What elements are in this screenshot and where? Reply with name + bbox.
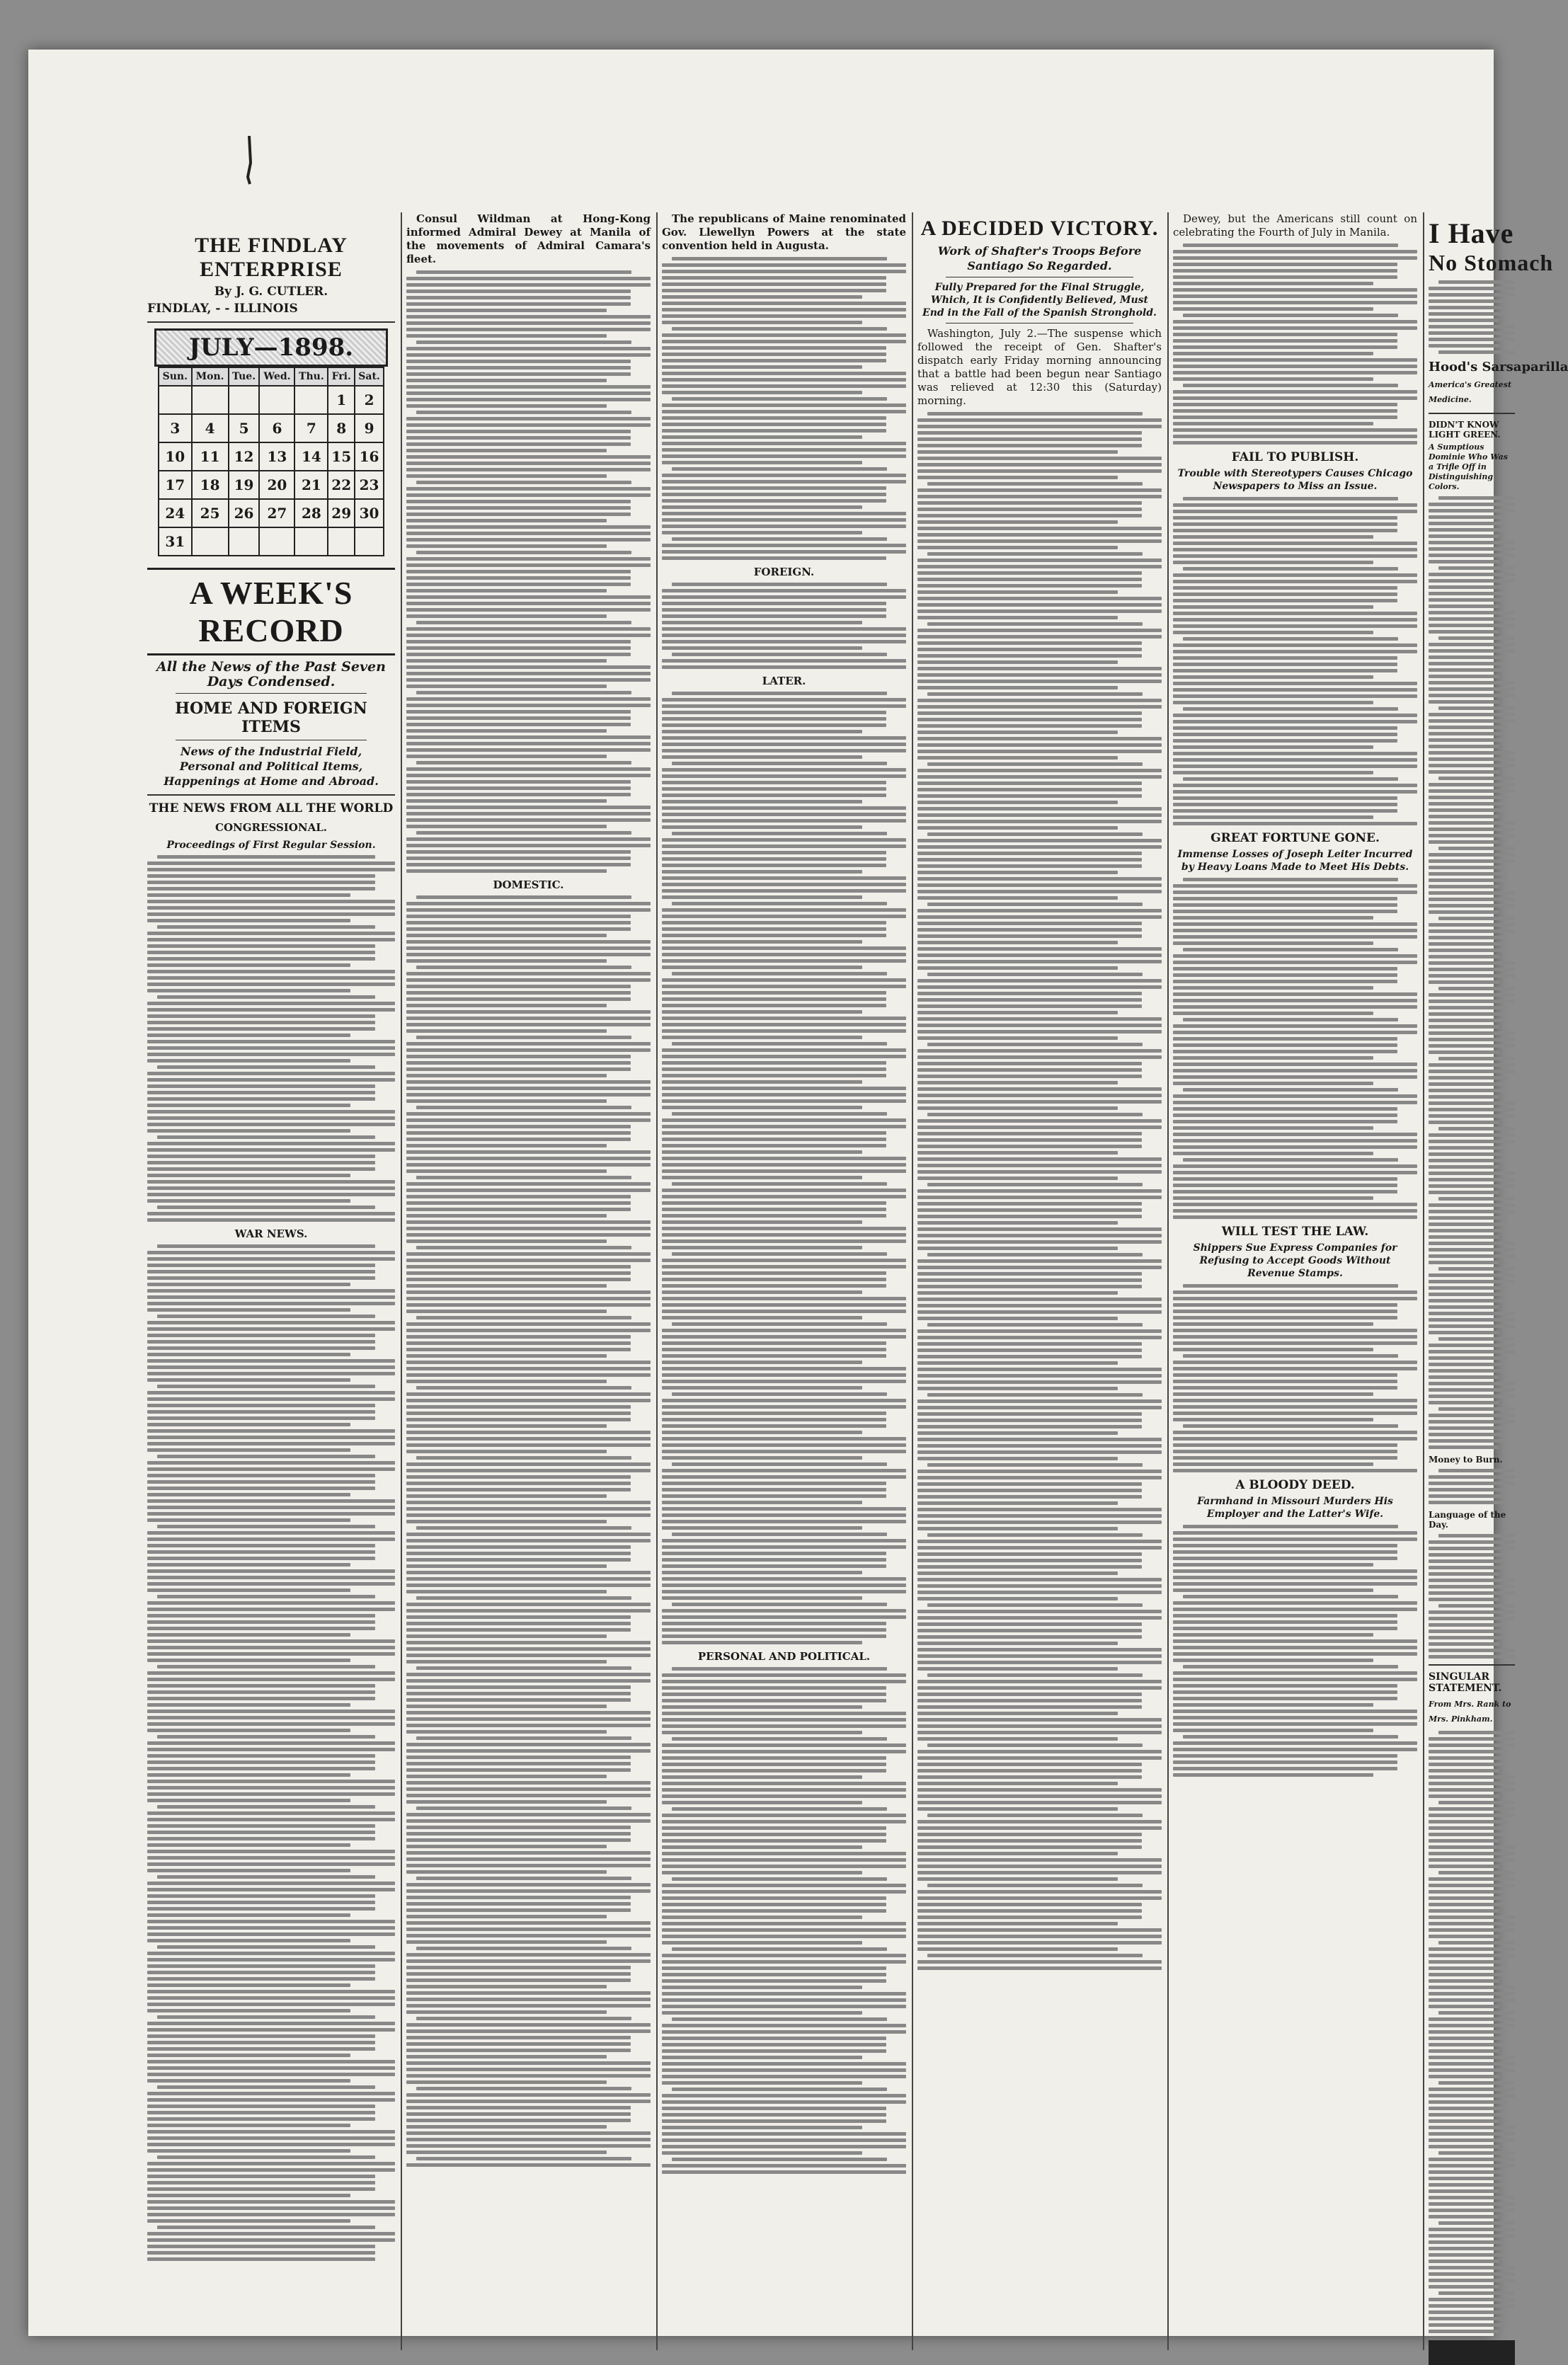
article-text xyxy=(662,1667,906,2174)
column-6 xyxy=(1429,212,1568,2350)
newspaper-page xyxy=(28,50,1568,2336)
calendar-date: 6 xyxy=(259,414,294,442)
subhead-shafter: Work of Shafter's Troops Before Santiago So Regarded. xyxy=(937,244,1142,273)
calendar-date: 16 xyxy=(355,442,384,471)
calendar-date: 1 xyxy=(328,386,355,414)
subsection-domestic: DOMESTIC. xyxy=(493,878,564,891)
calendar-week xyxy=(159,414,384,442)
column-rule xyxy=(912,212,913,2350)
subhead-prepared: Fully Prepared for the Final Struggle, Which, It is Confidently Believed, Must End in the Fall of the Spanish Stronghold. xyxy=(922,282,1157,319)
calendar-date: 7 xyxy=(294,414,328,442)
article-text xyxy=(1173,1525,1417,1777)
calendar-date: 12 xyxy=(229,442,260,471)
calendar-date: 14 xyxy=(294,442,328,471)
article-text xyxy=(1429,1731,1515,2333)
calendar-date xyxy=(192,527,229,556)
article-text xyxy=(1429,1534,1515,1659)
calendar-date: 28 xyxy=(294,499,328,527)
subsection-congressional: CONGRESSIONAL. xyxy=(215,821,327,834)
deck-condensed: All the News of the Past Seven Days Condensed. xyxy=(156,659,386,689)
subhead-law: Shippers Sue Express Companies for Refusing to Accept Goods Without Revenue Stamps. xyxy=(1193,1242,1397,1279)
headline-light-green: DIDN'T KNOW LIGHT GREEN. xyxy=(1429,420,1501,440)
calendar-date: 5 xyxy=(229,414,260,442)
calendar-date xyxy=(229,386,260,414)
calendar-date: 15 xyxy=(328,442,355,471)
headline-test-law: WILL TEST THE LAW. xyxy=(1221,1225,1369,1239)
section-heading: THE NEWS FROM ALL THE WORLD xyxy=(149,801,394,815)
subhead-fail: Trouble with Stereotypers Causes Chicago Newspapers to Miss an Issue. xyxy=(1177,468,1413,492)
deck-industrial: News of the Industrial Field, Personal and Political Items, Happenings at Home and Abroad. xyxy=(164,745,379,788)
calendar-date: 26 xyxy=(229,499,260,527)
subsection-foreign: FOREIGN. xyxy=(753,566,815,578)
calendar-date: 27 xyxy=(259,499,294,527)
headline-language: Language of the Day. xyxy=(1429,1510,1506,1530)
column-1 xyxy=(147,212,395,2350)
subhead-deed: Farmhand in Missouri Murders His Employer and the Latter's Wife. xyxy=(1197,1496,1393,1520)
calendar-date: 17 xyxy=(159,471,192,499)
subsection-later: LATER. xyxy=(762,675,806,687)
calendar-date: 11 xyxy=(192,442,229,471)
calendar-date: 19 xyxy=(229,471,260,499)
calendar-day-header: Tue. xyxy=(229,367,260,386)
subhead-fortune: Immense Losses of Joseph Leiter Incurred by Heavy Loans Made to Meet His Debts. xyxy=(1177,849,1413,873)
lead-congress: Proceedings of First Regular Session. xyxy=(166,840,376,851)
column-3 xyxy=(662,212,906,2350)
ad-product-name: Hood's Sarsaparilla xyxy=(1429,360,1568,374)
subhead-light-green: A Sumptious Dominie Who Was a Trifle Off in Distinguishing Colors. xyxy=(1429,442,1508,491)
masthead-location: FINDLAY, - - ILLINOIS xyxy=(147,302,298,316)
calendar-date: 23 xyxy=(355,471,384,499)
calendar-date xyxy=(229,527,260,556)
calendar-date: 20 xyxy=(259,471,294,499)
deck-home-foreign: HOME AND FOREIGN ITEMS xyxy=(175,699,367,736)
calendar-date: 2 xyxy=(355,386,384,414)
calendar-date: 10 xyxy=(159,442,192,471)
article-text xyxy=(406,270,651,873)
calendar-day-header: Fri. xyxy=(328,367,355,386)
calendar-date: 3 xyxy=(159,414,192,442)
calendar-date xyxy=(294,527,328,556)
lead-paragraph: The republicans of Maine renominated Gov. Llewellyn Powers at the state convention held in Augusta. xyxy=(662,212,906,252)
masthead-byline: By J. G. CUTLER. xyxy=(214,285,328,299)
calendar xyxy=(158,367,384,556)
headline-decided-victory: A DECIDED VICTORY. xyxy=(920,217,1159,240)
calendar-week xyxy=(159,499,384,527)
article-text xyxy=(662,257,906,560)
calendar-week xyxy=(159,442,384,471)
calendar-date xyxy=(259,386,294,414)
subsection-war-news: WAR NEWS. xyxy=(234,1227,308,1240)
headline-weeks-record: A WEEK'S RECORD xyxy=(147,568,395,655)
article-text xyxy=(1173,1284,1417,1472)
article-text xyxy=(1173,497,1417,825)
headline-bloody-deed: A BLOODY DEED. xyxy=(1235,1478,1355,1492)
article-text xyxy=(1173,878,1417,1219)
lead-paragraph: Dewey, but the Americans still count on celebrating the Fourth of July in Manila. xyxy=(1173,212,1417,239)
calendar-date xyxy=(192,386,229,414)
subsection-personal: PERSONAL AND POLITICAL. xyxy=(697,1650,871,1663)
ad-black-block xyxy=(1429,2340,1515,2365)
lead-paragraph: Washington, July 2.—The suspense which followed the receipt of Gen. Shafter's dispatch early Friday morning announcing that a battle had been begun near Santiago was relieved at 12:30 this (Saturday) morning. xyxy=(917,327,1162,407)
calendar-date: 30 xyxy=(355,499,384,527)
column-5 xyxy=(1173,212,1417,2350)
subhead-singular: From Mrs. Rank to Mrs. Pinkham. xyxy=(1429,1700,1511,1724)
masthead-title: THE FINDLAY ENTERPRISE xyxy=(195,234,348,281)
article-text xyxy=(662,583,906,669)
headline-money-to-burn: Money to Burn. xyxy=(1429,1455,1503,1465)
calendar-date: 13 xyxy=(259,442,294,471)
headline-fail-to-publish: FAIL TO PUBLISH. xyxy=(1231,450,1359,464)
calendar-date: 24 xyxy=(159,499,192,527)
article-text xyxy=(147,1244,395,2261)
column-rule xyxy=(1167,212,1169,2350)
article-text xyxy=(406,895,651,2167)
calendar-date: 18 xyxy=(192,471,229,499)
column-rule xyxy=(656,212,658,2350)
calendar-date xyxy=(355,527,384,556)
column-rule xyxy=(1423,212,1424,2350)
calendar-day-header: Sat. xyxy=(355,367,384,386)
calendar-date xyxy=(294,386,328,414)
ink-mark xyxy=(241,134,258,185)
calendar-day-header: Sun. xyxy=(159,367,192,386)
calendar-date: 25 xyxy=(192,499,229,527)
calendar-day-header: Wed. xyxy=(259,367,294,386)
calendar-date: 8 xyxy=(328,414,355,442)
article-text xyxy=(1429,1469,1515,1504)
ad-text xyxy=(1429,280,1515,354)
calendar-date xyxy=(259,527,294,556)
calendar-date: 22 xyxy=(328,471,355,499)
headline-singular-statement: SINGULAR STATEMENT. xyxy=(1429,1671,1502,1694)
calendar-date xyxy=(159,386,192,414)
calendar-week xyxy=(159,386,384,414)
calendar-date: 4 xyxy=(192,414,229,442)
calendar-week xyxy=(159,527,384,556)
calendar-day-header: Mon. xyxy=(192,367,229,386)
ad-headline-no-stomach: No Stomach xyxy=(1429,250,1554,275)
calendar-date: 31 xyxy=(159,527,192,556)
calendar-day-header: Thu. xyxy=(294,367,328,386)
ad-tagline: America's Greatest Medicine. xyxy=(1429,380,1512,404)
lead-paragraph: Consul Wildman at Hong-Kong informed Admiral Dewey at Manila of the movements of Admiral Camara's fleet. xyxy=(406,212,651,265)
calendar-date: 29 xyxy=(328,499,355,527)
article-text xyxy=(662,692,906,1644)
calendar-date xyxy=(328,527,355,556)
ad-headline-i-have: I Have xyxy=(1429,217,1514,249)
column-rule xyxy=(401,212,402,2350)
article-text xyxy=(147,855,395,1222)
article-text xyxy=(1173,244,1417,445)
calendar-heading: JULY—1898. xyxy=(154,328,388,367)
column-4 xyxy=(917,212,1162,2350)
calendar-week xyxy=(159,471,384,499)
calendar-date: 21 xyxy=(294,471,328,499)
article-text xyxy=(1429,496,1515,1449)
column-2 xyxy=(406,212,651,2350)
headline-fortune-gone: GREAT FORTUNE GONE. xyxy=(1211,831,1380,845)
calendar-date: 9 xyxy=(355,414,384,442)
article-text xyxy=(917,412,1162,1970)
